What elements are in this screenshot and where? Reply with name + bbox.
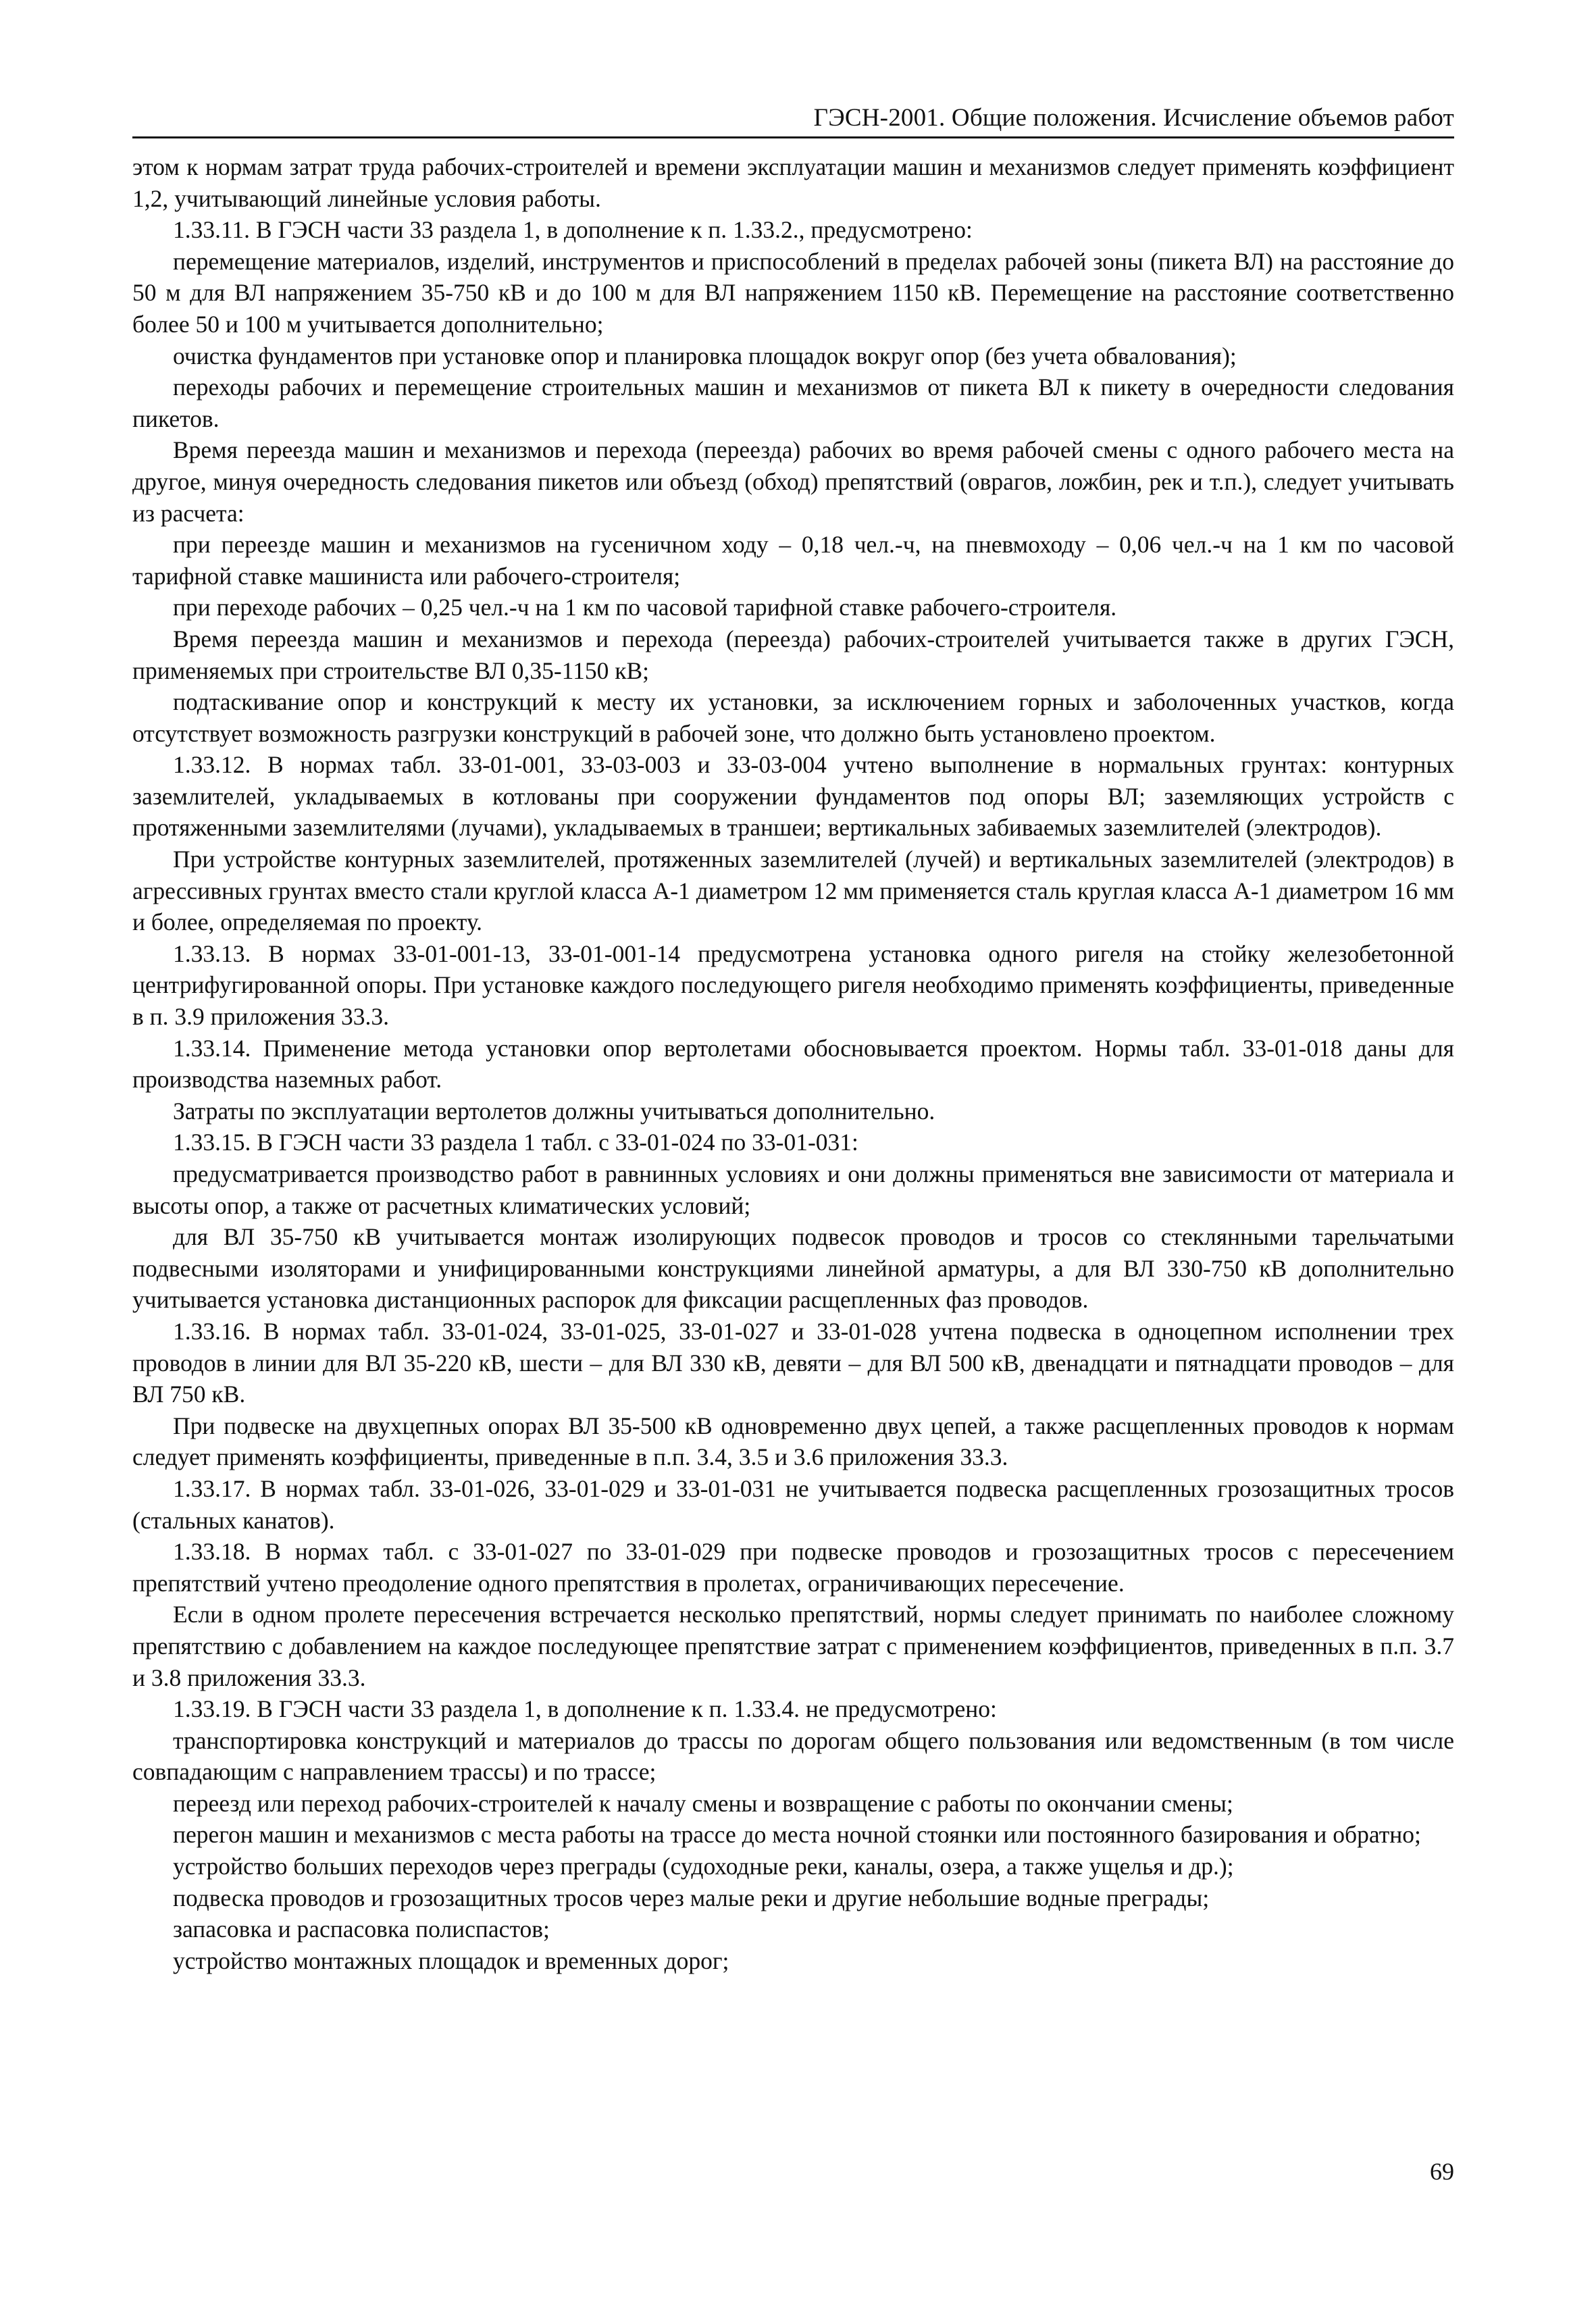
paragraph: подвеска проводов и грозозащитных тросов через малые реки и другие небольшие водные преграды; [173,1884,1210,1911]
paragraph: 1.33.12. В нормах табл. 33-01-001, 33-03-003 и 33-03-004 учтено выполнение в нормальных грунтах: контурных заземлителей, укладываемых в котлованы при сооружении фундаментов под опоры ВЛ; заземляющих устройств с протяженными заземлителями (лучами), укладываемых в траншеи; вертикальных забиваемых заземлителей (электродов). [132,751,1454,842]
paragraph: при переезде машин и механизмов на гусеничном ходу – 0,18 чел.-ч, на пневмоходу – 0,06 чел.-ч на 1 км по часовой тарифной ставке машиниста или рабочего-строителя; [132,531,1454,590]
paragraph: Время переезда машин и механизмов и перехода (переезда) рабочих-строителей учитывается также в других ГЭСН, применяемых при строительстве ВЛ 0,35-1150 кВ; [132,625,1454,684]
paragraph: устройство больших переходов через преграды (судоходные реки, каналы, озера, а также ущелья и др.); [173,1853,1234,1880]
paragraph: для ВЛ 35-750 кВ учитывается монтаж изолирующих подвесок проводов и тросов со стеклянными тарельчатыми подвесными изоляторами и унифицированными конструкциями линейной арматуры, а для ВЛ 330-750 кВ дополнительно учитывается установка дистанционных распорок для фиксации расщепленных фаз проводов. [132,1223,1454,1314]
header-rule [132,136,1454,138]
paragraph: 1.33.19. В ГЭСН части 33 раздела 1, в дополнение к п. 1.33.4. не предусмотрено: [173,1695,997,1723]
paragraph: транспортировка конструкций и материалов до трассы по дорогам общего пользования или ведомственным (в том числе совпадающим с направлением трассы) и по трассе; [132,1726,1454,1786]
paragraph: 1.33.11. В ГЭСН части 33 раздела 1, в дополнение к п. 1.33.2., предусмотрено: [173,216,973,244]
paragraph: подтаскивание опор и конструкций к месту их установки, за исключением горных и заболоченных участков, когда отсутствует возможность разгрузки конструкций в рабочей зоне, что должно быть установлено проектом. [132,688,1454,747]
body-text [132,151,1454,1976]
paragraph: 1.33.17. В нормах табл. 33-01-026, 33-01-029 и 33-01-031 не учитывается подвеска расщепленных грозозащитных тросов (стальных канатов). [132,1474,1454,1534]
paragraph: запасовка и распасовка полиспастов; [173,1916,550,1943]
paragraph: устройство монтажных площадок и временных дорог; [173,1947,729,1974]
paragraph: очистка фундаментов при установке опор и планировка площадок вокруг опор (без учета обвалования); [173,342,1237,369]
page-number: 69 [1430,2158,1454,2185]
paragraph: переезд или переход рабочих-строителей к началу смены и возвращение с работы по окончании смены; [173,1789,1233,1817]
paragraph: переходы рабочих и перемещение строительных машин и механизмов от пикета ВЛ к пикету в очередности следования пикетов. [132,374,1454,432]
paragraph: 1.33.14. Применение метода установки опор вертолетами обосновывается проектом. Нормы табл. 33-01-018 даны для производства наземных работ. [132,1034,1454,1094]
paragraph: 1.33.15. В ГЭСН части 33 раздела 1 табл. с 33-01-024 по 33-01-031: [173,1129,858,1156]
paragraph: 1.33.18. В нормах табл. с 33-01-027 по 33-01-029 при подвеске проводов и грозозащитных тросов с пересечением препятствий учтено преодоление одного препятствия в пролетах, ограничивающих пересечение. [132,1538,1454,1597]
paragraph: 1.33.16. В нормах табл. 33-01-024, 33-01-025, 33-01-027 и 33-01-028 учтена подвеска в одноцепном исполнении трех проводов в линии для ВЛ 35-220 кВ, шести – для ВЛ 330 кВ, девяти – для ВЛ 500 кВ, двенадцати и пятнадцати проводов – для ВЛ 750 кВ. [132,1317,1454,1408]
paragraph: Затраты по эксплуатации вертолетов должны учитываться дополнительно. [173,1097,935,1125]
paragraph: 1.33.13. В нормах 33-01-001-13, 33-01-001-14 предусмотрена установка одного ригеля на стойку железобетонной центрифугированной опоры. При установке каждого последующего ригеля необходимо применять коэффициенты, приведенные в п. 3.9 приложения 33.3. [132,940,1454,1031]
paragraph: при переходе рабочих – 0,25 чел.-ч на 1 км по часовой тарифной ставке рабочего-строителя. [173,594,1117,621]
paragraph: этом к нормам затрат труда рабочих-строителей и времени эксплуатации машин и механизмов следует применять коэффициент 1,2, учитывающий линейные условия работы. [132,153,1454,212]
paragraph: Если в одном пролете пересечения встречается несколько препятствий, нормы следует принимать по наиболее сложному препятствию с добавлением на каждое последующее препятствие затрат с применением коэффициентов, приведенных в п.п. 3.7 и 3.8 приложения 33.3. [132,1601,1454,1691]
paragraph: При подвеске на двухцепных опорах ВЛ 35-500 кВ одновременно двух цепей, а также расщепленных проводов к нормам следует применять коэффициенты, приведенные в п.п. 3.4, 3.5 и 3.6 приложения 33.3. [132,1412,1454,1471]
paragraph: При устройстве контурных заземлителей, протяженных заземлителей (лучей) и вертикальных заземлителей (электродов) в агрессивных грунтах вместо стали круглой класса А-1 диаметром 12 мм применяется сталь круглая класса А-1 диаметром 16 мм и более, определяемая по проекту. [132,846,1454,936]
paragraph: перемещение материалов, изделий, инструментов и приспособлений в пределах рабочей зоны (пикета ВЛ) на расстояние до 50 м для ВЛ напряжением 35-750 кВ и до 100 м для ВЛ напряжением 1150 кВ. Перемещение на расстояние соответственно более 50 и 100 м учитывается дополнительно; [132,247,1454,338]
running-header: ГЭСН-2001. Общие положения. Исчисление объемов работ [813,104,1454,132]
paragraph: Время переезда машин и механизмов и перехода (переезда) рабочих во время рабочей смены с одного рабочего места на другое, минуя очередность следования пикетов или объезд (обход) препятствий (оврагов, ложбин, рек и т.п.), следует учитывать из расчета: [132,436,1454,527]
paragraph: перегон машин и механизмов с места работы на трассе до места ночной стоянки или постоянного базирования и обратно; [173,1821,1421,1849]
paragraph: предусматривается производство работ в равнинных условиях и они должны применяться вне зависимости от материала и высоты опор, а также от расчетных климатических условий; [132,1160,1454,1219]
